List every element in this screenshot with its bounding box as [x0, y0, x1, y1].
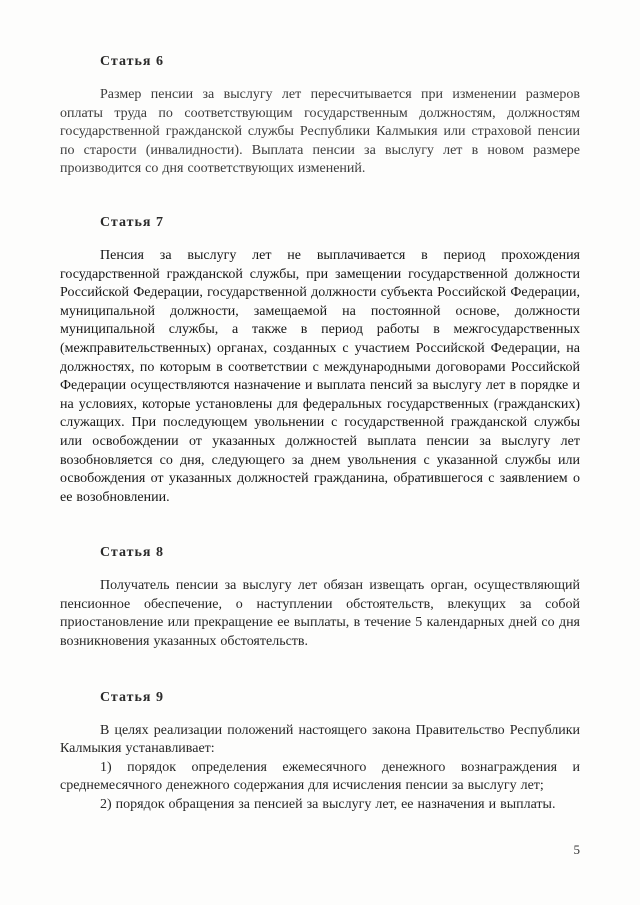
- article-paragraph: Пенсия за выслугу лет не выплачивается в период прохождения государственной гражданской службы, при замещении государственной должности Российской Федерации, государственной должности субъекта Российской Федерации, муниципальной должности, замещаемой на постоянной основе, должности муниципальной службы, а также в период работы в межгосударственных (межправительственных) органах, созданных с участием Российской Федерации, на должностях, по которым в соответствии с международными договорами Российской Федерации осуществляются назначение и выплата пенсий за выслугу лет в порядке и на условиях, которые установлены для федеральных государственных (гражданских) служащих. При последующем увольнении с государственной гражданской службы или освобождении от указанных должностей выплата пенсии за выслугу лет возобновляется со дня, следующего за днем увольнения с указанной службы или освобождения от указанных должностей гражданина, обратившегося с заявлением о ее возобновлении.: [60, 247, 580, 505]
- article-9: [60, 688, 580, 815]
- document-body: [60, 52, 580, 815]
- article-paragraph: Получатель пенсии за выслугу лет обязан извещать орган, осуществляющий пенсионное обеспечение, о наступлении обстоятельств, влекущих за собой приостановление или прекращение ее выплаты, в течение 5 календарных дней со дня возникновения указанных обстоятельств.: [60, 578, 580, 650]
- article-6: [60, 52, 580, 179]
- spacer: [60, 507, 580, 543]
- article-heading: Статья 8: [100, 545, 164, 561]
- list-item: 2) порядок обращения за пенсией за выслугу лет, ее назначения и выплаты.: [100, 797, 556, 813]
- article-paragraph: Размер пенсии за выслугу лет пересчитывается при изменении размеров оплаты труда по соответствующим государственным должностям, должностям государственной гражданской службы Республики Калмыкия или страховой пенсии по старости (инвалидности). Выплата пенсии за выслугу лет в новом размере производится со дня соответствующих изменений.: [60, 87, 580, 177]
- article-paragraph: В целях реализации положений настоящего закона Правительство Республики Калмыкия устанавливает:: [60, 722, 580, 757]
- spacer: [60, 179, 580, 213]
- article-heading: Статья 9: [100, 689, 164, 705]
- article-8: [60, 543, 580, 651]
- spacer: [60, 652, 580, 688]
- article-heading: Статья 7: [100, 214, 164, 230]
- article-7: [60, 213, 580, 507]
- list-item: 1) порядок определения ежемесячного денежного вознаграждения и среднемесячного денежного содержания для исчисления пенсии за выслугу лет;: [60, 759, 580, 794]
- article-heading: Статья 6: [100, 54, 164, 69]
- page-number: 5: [573, 842, 580, 857]
